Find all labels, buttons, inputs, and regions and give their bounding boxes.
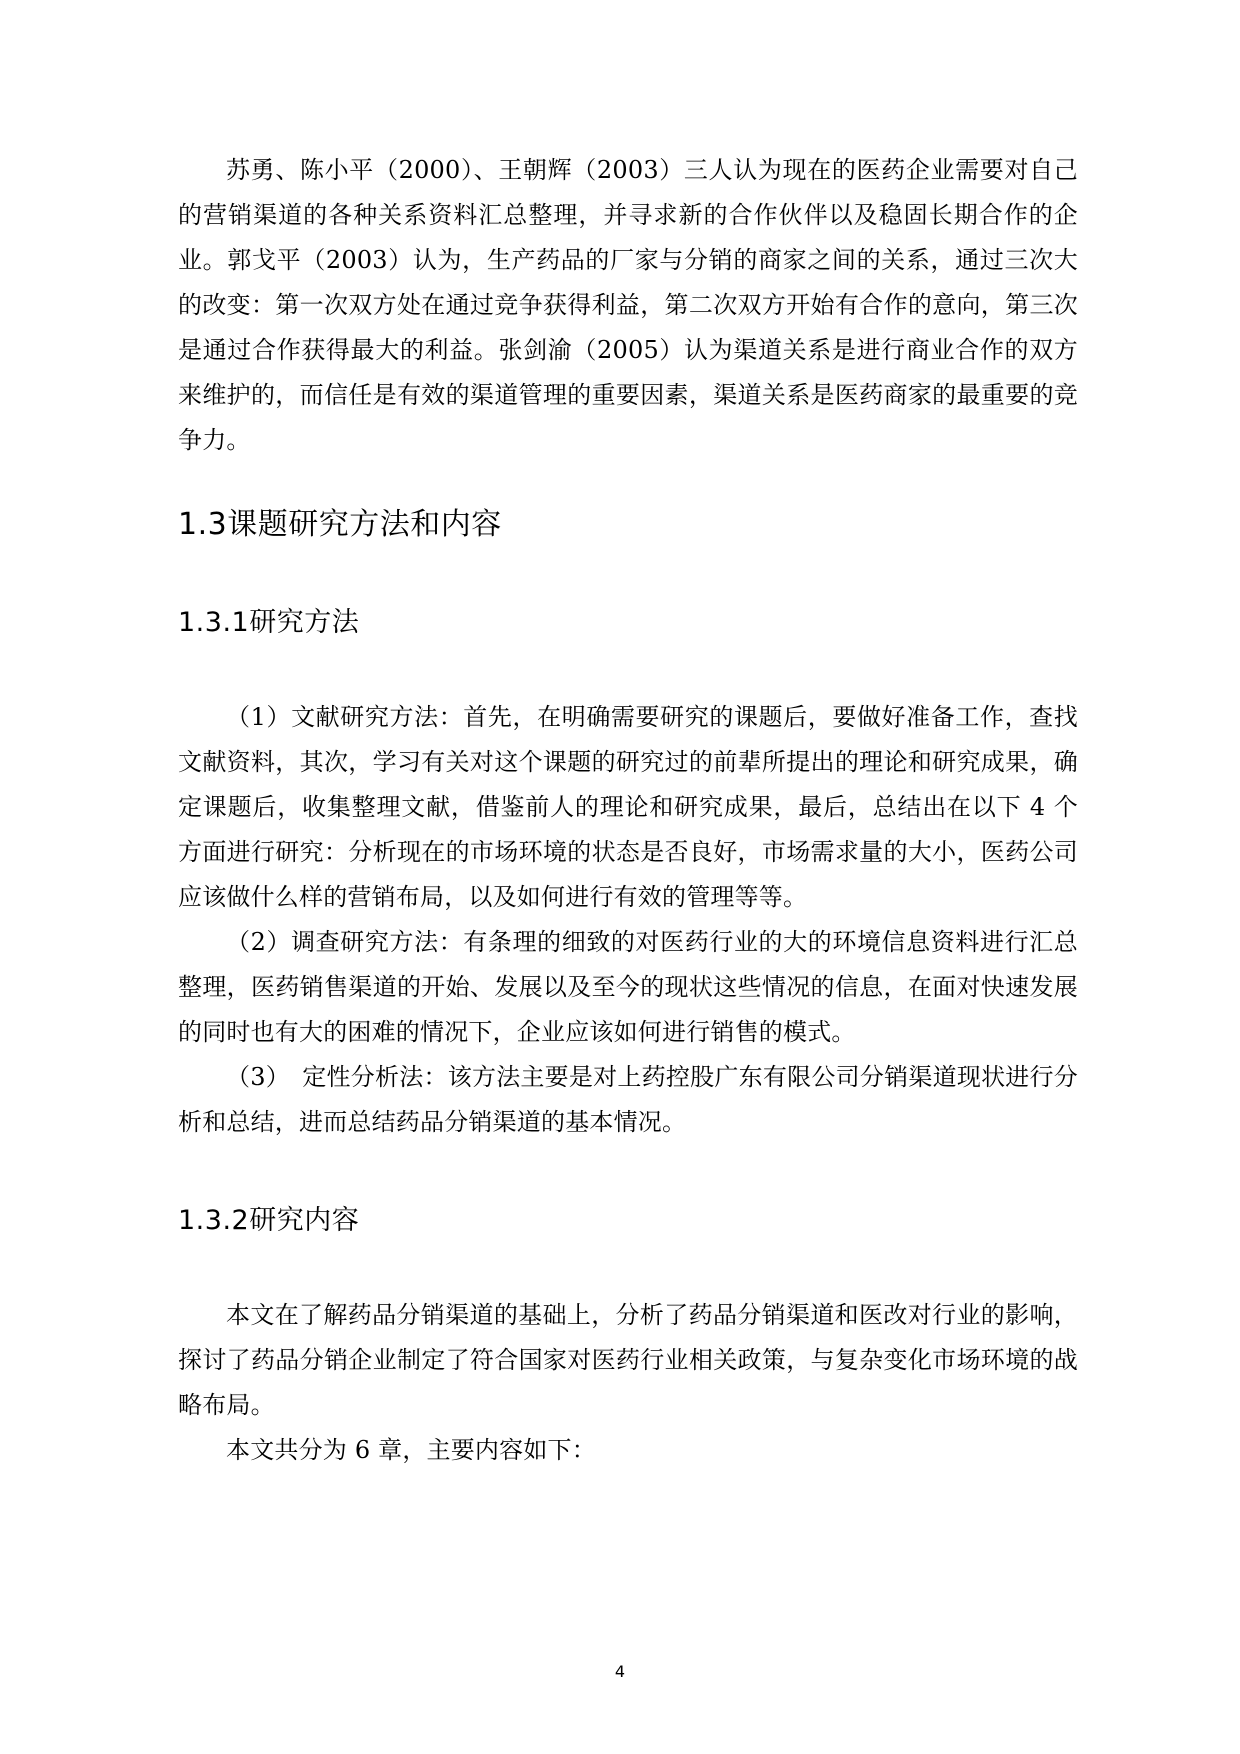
section-heading-1-3: 1.3课题研究方法和内容 [178, 507, 502, 542]
subsection-heading-1-3-1: 1.3.1研究方法 [178, 607, 360, 638]
body-paragraph: （2）调查研究方法：有条理的细致的对医药行业的大的环境信息资料进行汇总整理，医药销售渠道的开始、发展以及至今的现状这些情况的信息，在面对快速发展的同时也有大的困难的情况下，企业应该如何进行销售的模式。 [178, 928, 1078, 1046]
body-paragraph: （3） 定性分析法：该方法主要是对上药控股广东有限公司分销渠道现状进行分析和总结，进而总结药品分销渠道的基本情况。 [178, 1063, 1078, 1136]
body-paragraph: 本文在了解药品分销渠道的基础上，分析了药品分销渠道和医改对行业的影响，探讨了药品分销企业制定了符合国家对医药行业相关政策，与复杂变化市场环境的战略布局。 [178, 1301, 1078, 1419]
page-content [178, 148, 1078, 1473]
body-paragraph: （1）文献研究方法：首先，在明确需要研究的课题后，要做好准备工作，查找文献资料，其次，学习有关对这个课题的研究过的前辈所提出的理论和研究成果，确定课题后，收集整理文献，借鉴前人的理论和研究成果，最后，总结出在以下 4 个方面进行研究：分析现在的市场环境的状态是否良好，市场需求量的大小，医药公司应该做什么样的营销布局，以及如何进行有效的管理等等。 [178, 703, 1078, 911]
page-number: 4 [614, 1662, 626, 1681]
subsection-heading-1-3-2: 1.3.2研究内容 [178, 1205, 360, 1236]
body-paragraph: 苏勇、陈小平（2000）、王朝辉（2003）三人认为现在的医药企业需要对自己的营销渠道的各种关系资料汇总整理，并寻求新的合作伙伴以及稳固长期合作的企业。郭戈平（2003）认为，生产药品的厂家与分销的商家之间的关系，通过三次大的改变：第一次双方处在通过竞争获得利益，第二次双方开始有合作的意向，第三次是通过合作获得最大的利益。张剑渝（2005）认为渠道关系是进行商业合作的双方来维护的，而信任是有效的渠道管理的重要因素，渠道关系是医药商家的最重要的竞争力。 [178, 156, 1078, 454]
body-paragraph: 本文共分为 6 章，主要内容如下： [226, 1436, 596, 1464]
